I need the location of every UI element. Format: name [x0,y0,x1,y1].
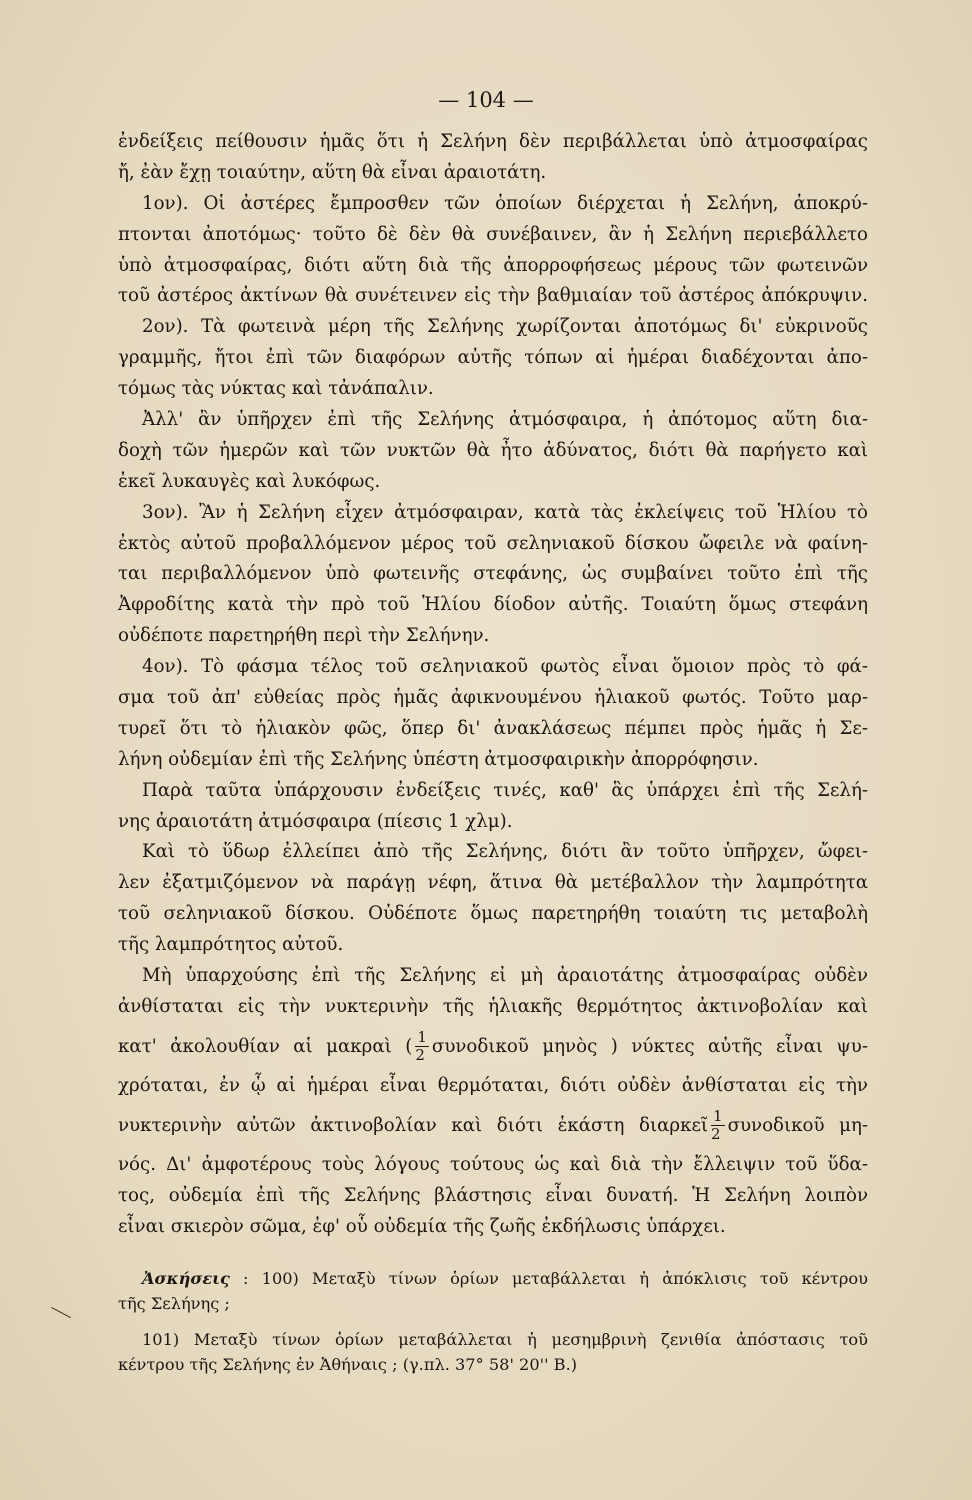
exercises-footnote [118,1267,868,1377]
text-line: ται περιβαλλόμενον ὑπὸ φωτεινῆς στεφάνης, ὡς συμβαίνει τοῦτο ἐπὶ τῆς [118,563,868,585]
exercise-text: τῆς Σελήνης ; [118,1293,230,1313]
fraction-denominator: 2 [415,1046,425,1065]
exercise-101: 101) Μεταξὺ τίνων ὁρίων μεταβάλλεται ἡ μεσημβρινὴ ζενιθία ἀπόστασις τοῦ [142,1330,868,1349]
text-line: τοῦ σεληνιακοῦ δίσκου. Οὐδέποτε ὅμως παρετηρήθη τοιαύτη τις μεταβολὴ [118,903,868,925]
text-line: χρόταται, ἐν ᾧ αἱ ἡμέραι εἶναι θερμόταται, διότι οὐδὲν ἀνθίσταται εἰς τὴν [118,1074,868,1096]
text-line: Ἀλλ' ἂν ὑπῆρχεν ἐπὶ τῆς Σελήνης ἀτμόσφαιρα, ἡ ἀπότομος αὕτη δια- [142,409,868,431]
fraction-numerator: 1 [713,1107,723,1126]
fraction-one-half [711,1108,725,1143]
page-number: — 104 — [438,88,534,112]
text-line: λεν ἐξατμιζόμενον νὰ παράγῃ νέφη, ἅτινα θὰ μετέβαλλον τὴν λαμπρότητα [118,872,868,894]
margin-pencil-mark [51,1307,71,1318]
fraction-numerator: 1 [417,1028,427,1047]
text-segment: κατ' ἀκολουθίαν αἱ μακραὶ ( [118,1035,413,1057]
text-line: ἀνθίσταται εἰς τὴν νυκτερινὴν τῆς ἡλιακῆς θερμότητος ἀκτινοβολίαν καὶ [118,995,868,1017]
body-text [118,127,868,1242]
text-line: οὐδέποτε παρετηρήθη περὶ τὴν Σελήνην. [118,625,490,647]
text-line: 4ον). Τὸ φάσμα τέλος τοῦ σεληνιακοῦ φωτὸς εἶναι ὅμοιον πρὸς τὸ φά- [142,656,868,678]
text-line: δοχὴ τῶν ἡμερῶν καὶ τῶν νυκτῶν θὰ ἦτο ἀδύνατος, διότι θὰ παρήγετο καὶ [118,439,868,461]
text-line: ἤ, ἐὰν ἔχῃ τοιαύτην, αὕτη θὰ εἶναι ἀραιοτάτη. [118,161,547,183]
text-line: λήνη οὐδεμίαν ἐπὶ τῆς Σελήνης ὑπέστη ἀτμοσφαιρικὴν ἀπορρόφησιν. [118,748,759,770]
text-line: νης ἀραιοτάτη ἀτμόσφαιρα (πίεσις 1 χλμ). [118,810,513,832]
text-segment: συνοδικοῦ μηνὸς ) νύκτες αὐτῆς εἶναι ψυ- [431,1035,868,1057]
text-line-with-fraction [118,1102,868,1150]
exercise-text: κέντρου τῆς Σελήνης ἐν Ἀθήναις ; (γ.πλ. 37° 58' 20'' Β.) [118,1354,578,1374]
text-line: τόμως τὰς νύκτας καὶ τἀνάπαλιν. [118,378,434,400]
text-line: τοῦ ἀστέρος ἀκτίνων θὰ συνέτεινεν εἰς τὴν βαθμιαίαν τοῦ ἀστέρος ἀπόκρυψιν. [118,285,868,307]
text-segment: συνοδικοῦ μη- [727,1114,868,1136]
text-line: ἐκτὸς αὐτοῦ προβαλλόμενον μέρος τοῦ σεληνιακοῦ δίσκου ὤφειλε νὰ φαίνη- [118,532,868,554]
text-line: 3ον). Ἂν ἡ Σελήνη εἶχεν ἀτμόσφαιραν, κατὰ τὰς ἐκλείψεις τοῦ Ἡλίου τὸ [142,501,868,523]
text-line: ἐνδείξεις πείθουσιν ἡμᾶς ὅτι ἡ Σελήνη δὲν περιβάλλεται ὑπὸ ἀτμοσφαίρας [118,131,868,152]
text-line: σμα τοῦ ἀπ' εὐθείας πρὸς ἡμᾶς ἀφικνουμένου ἡλιακοῦ φωτός. Τοῦτο μαρ- [118,687,868,709]
exercise-100 [118,1267,868,1292]
exercises-label: Ἀσκήσεις [142,1269,230,1288]
fraction-denominator: 2 [711,1125,721,1144]
text-line: 2ον). Τὰ φωτεινὰ μέρη τῆς Σελήνης χωρίζονται ἀποτόμως δι' εὐκρινοῦς [142,316,868,338]
fraction-one-half [415,1029,429,1064]
text-segment: νυκτερινὴν αὐτῶν ἀκτινοβολίαν καὶ διότι ἑκάστη διαρκεῖ [118,1114,709,1136]
text-line: πτονται ἀποτόμως· τοῦτο δὲ δὲν θὰ συνέβαινεν, ἂν ἡ Σελήνη περιεβάλλετο [118,223,868,245]
text-line: 1ον). Οἱ ἀστέρες ἔμπροσθεν τῶν ὁποίων διέρχεται ἡ Σελήνη, ἀποκρύ- [142,192,868,214]
text-line: Ἀφροδίτης κατὰ τὴν πρὸ τοῦ Ἡλίου δίοδον αὐτῆς. Τοιαύτη ὅμως στεφάνη [118,594,868,616]
text-line: Καὶ τὸ ὕδωρ ἐλλείπει ἀπὸ τῆς Σελήνης, διότι ἂν τοῦτο ὑπῆρχεν, ὤφει- [142,841,868,863]
text-line: Παρὰ ταῦτα ὑπάρχουσιν ἐνδείξεις τινές, καθ' ἃς ὑπάρχει ἐπὶ τῆς Σελή- [142,779,868,801]
text-line: εἶναι σκιερὸν σῶμα, ἐφ' οὗ οὐδεμία τῆς ζωῆς ἐκδήλωσις ὑπάρχει. [118,1215,726,1237]
text-line: Μὴ ὑπαρχούσης ἐπὶ τῆς Σελήνης εἰ μὴ ἀραιοτάτης ἀτμοσφαίρας οὐδὲν [142,965,868,987]
text-line: γραμμῆς, ἤτοι ἐπὶ τῶν διαφόρων αὐτῆς τόπων αἱ ἡμέραι διαδέχονται ἀπο- [118,347,868,369]
text-line: τῆς λαμπρότητος αὐτοῦ. [118,934,344,956]
text-line: νός. Δι' ἀμφοτέρους τοὺς λόγους τούτους ὡς καὶ διὰ τὴν ἔλλειψιν τοῦ ὕδα- [118,1153,868,1175]
exercise-text: : 100) Μεταξὺ τίνων ὁρίων μεταβάλλεται ἡ ἀπόκλισις τοῦ κέντρου [243,1269,868,1288]
text-line: ὑπὸ ἀτμοσφαίρας, διότι αὕτη διὰ τῆς ἀπορροφήσεως μέρους τῶν φωτεινῶν [118,254,868,276]
text-line: τυρεῖ ὅτι τὸ ἡλιακὸν φῶς, ὅπερ δι' ἀνακλάσεως πέμπει πρὸς ἡμᾶς ἡ Σε- [118,717,868,739]
text-line: τος, οὐδεμία ἐπὶ τῆς Σελήνης βλάστησις εἶναι δυνατή. Ἡ Σελήνη λοιπὸν [118,1184,868,1206]
text-line-with-fraction [118,1023,868,1071]
text-line: ἐκεῖ λυκαυγὲς καὶ λυκόφως. [118,470,381,492]
